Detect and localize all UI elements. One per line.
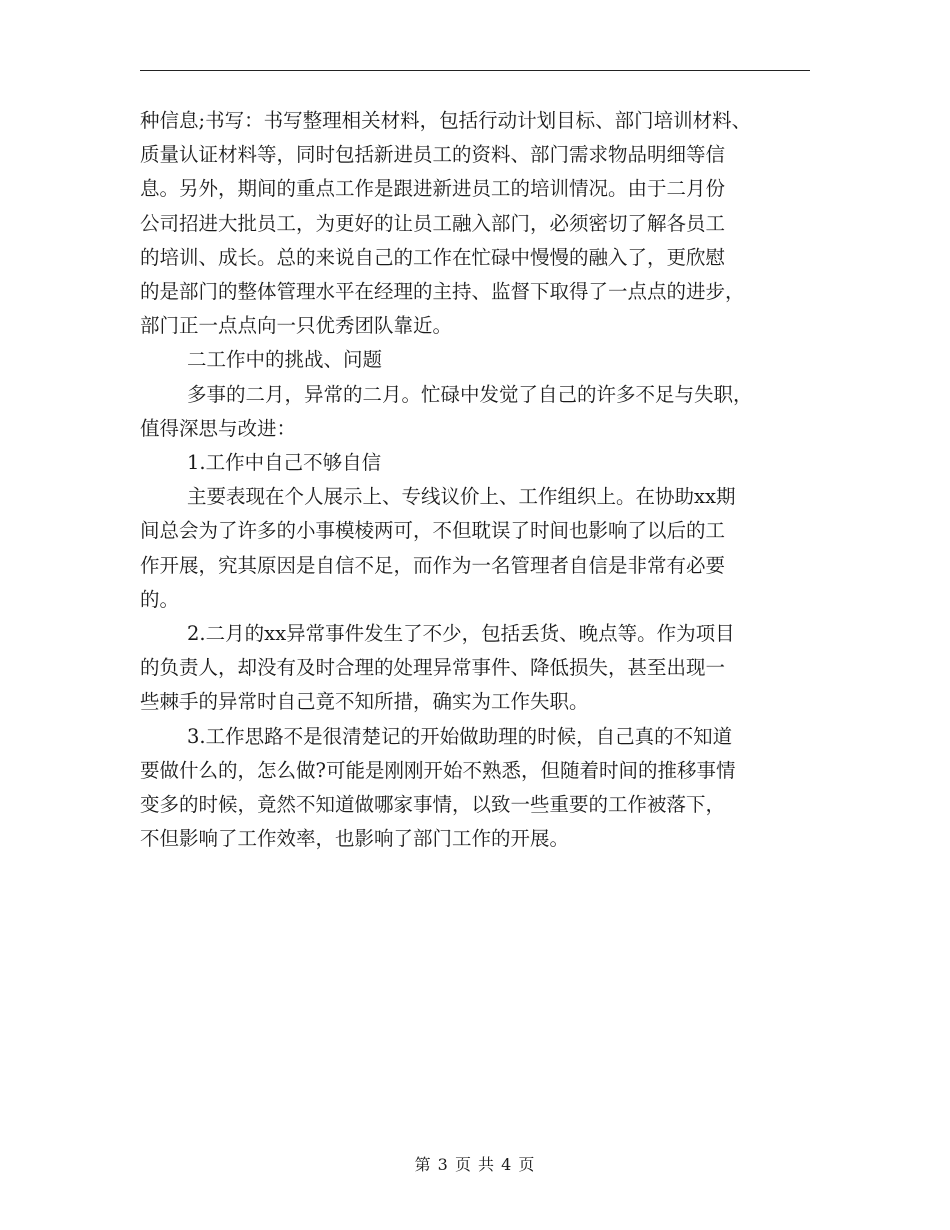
- text-line: 值得深思与改进：: [140, 416, 297, 440]
- text-line: 多事的二月，异常的二月。忙碌中发觉了自己的许多不足与失职，: [187, 382, 753, 406]
- text-line: 要做什么的，怎么做?可能是刚刚开始不熟悉，但随着时间的推移事情: [140, 758, 736, 782]
- text-line: 3.工作思路不是很清楚记的开始做助理的时候，自己真的不知道: [187, 724, 733, 748]
- text-line: 部门正一点点向一只优秀团队靠近。: [140, 314, 453, 338]
- text-line: 质量认证材料等，同时包括新进员工的资料、部门需求物品明细等信: [140, 143, 726, 167]
- text-line: 的是部门的整体管理水平在经理的主持、监督下取得了一点点的进步，: [140, 280, 745, 304]
- text-line: 些棘手的异常时自己竟不知所措，确实为工作失职。: [140, 690, 589, 714]
- text-line: 不但影响了工作效率，也影响了部门工作的开展。: [140, 827, 570, 851]
- text-line: 主要表现在个人展示上、专线议价上、工作组织上。在协助xx期: [187, 485, 736, 509]
- text-line: 的培训、成长。总的来说自己的工作在忙碌中慢慢的融入了，更欣慰: [140, 245, 726, 269]
- text-line: 变多的时候，竟然不知道做哪家事情，以致一些重要的工作被落下，: [140, 793, 726, 817]
- text-line: 二工作中的挑战、问题: [187, 348, 383, 372]
- text-line: 的负责人，却没有及时合理的处理异常事件、降低损失，甚至出现一: [140, 656, 726, 680]
- text-line: 种信息;书写：书写整理相关材料，包括行动计划目标、部门培训材料、: [140, 109, 752, 132]
- text-line: 2.二月的xx异常事件发生了不少，包括丢货、晚点等。作为项目: [187, 622, 735, 646]
- text-line: 的。: [140, 587, 180, 611]
- header-rule: [140, 70, 810, 71]
- text-line: 间总会为了许多的小事模棱两可，不但耽误了时间也影响了以后的工: [140, 519, 726, 543]
- text-line: 公司招进大批员工，为更好的让员工融入部门，必须密切了解各员工: [140, 211, 726, 235]
- text-line: 息。另外，期间的重点工作是跟进新进员工的培训情况。由于二月份: [140, 177, 726, 201]
- text-line: 1.工作中自己不够自信: [187, 451, 382, 475]
- page-number-footer: 第 3 页 共 4 页: [414, 1155, 536, 1174]
- text-line: 作开展，究其原因是自信不足，而作为一名管理者自信是非常有必要: [140, 553, 726, 577]
- document-body: [140, 104, 812, 856]
